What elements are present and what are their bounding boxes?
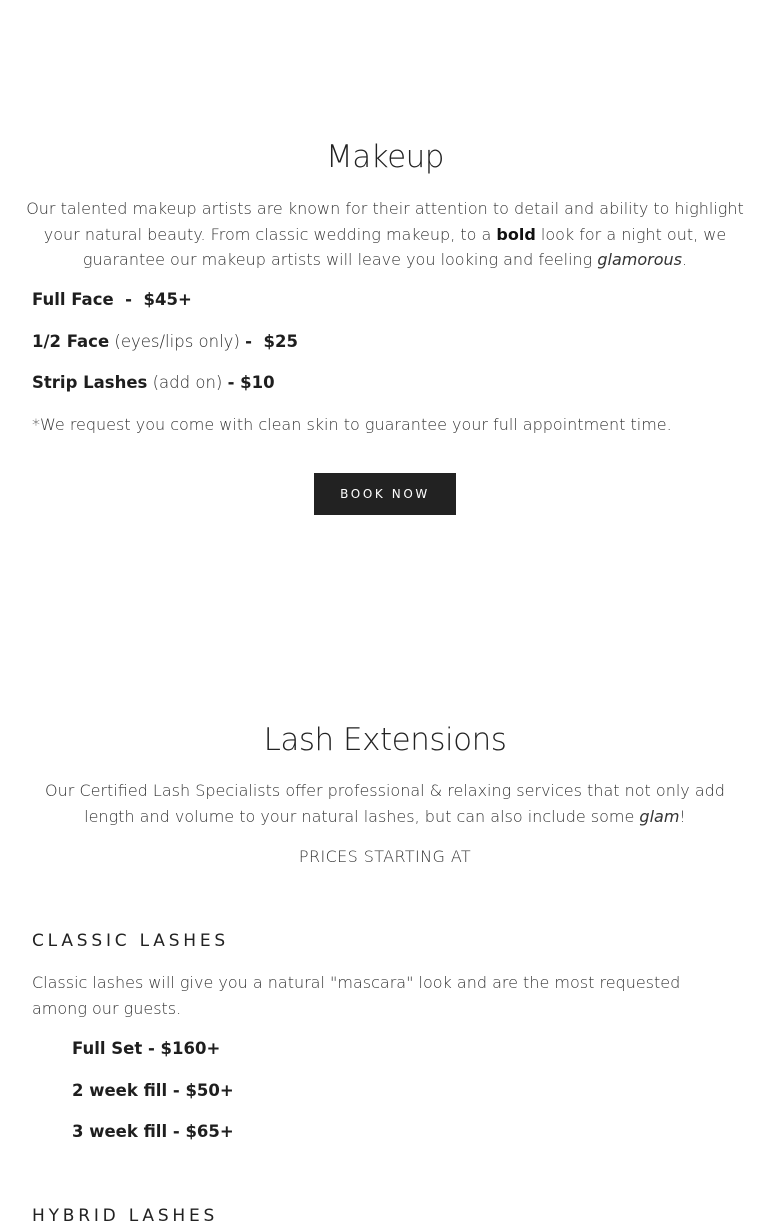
makeup-intro <box>24 196 746 273</box>
makeup-intro-text: Our talented makeup artists are known for their attention to detail and ability to highlight your natural beauty. From classic wedding makeup, to a <box>26 199 744 244</box>
classic-lashes-title: CLASSIC LASHES <box>32 931 230 951</box>
makeup-title: Makeup <box>326 139 444 175</box>
lash-intro-end: ! <box>679 806 686 826</box>
classic-tier-full-set: Full Set - $160+ <box>72 1039 221 1058</box>
lash-intro-italic: glam <box>639 806 680 826</box>
service-name: Strip Lashes <box>32 373 148 392</box>
service-full-face <box>32 290 192 309</box>
service-price: - $45+ <box>113 290 192 309</box>
classic-tier-2-week-fill: 2 week fill - $50+ <box>72 1081 234 1100</box>
service-half-face <box>32 332 298 351</box>
lash-title: Lash Extensions <box>263 722 507 758</box>
makeup-intro-text-2: look for a night out, we guarantee our makeup artists will leave you looking and feeling <box>82 224 727 269</box>
makeup-intro-italic: glamorous <box>597 250 682 269</box>
appointment-note: *We request you come with clean skin to guarantee your full appointment time. <box>32 415 672 434</box>
lash-intro-text: Our Certified Lash Specialists offer professional & relaxing services that not only add length and volume to your natural lashes, but can also include some <box>45 781 725 826</box>
service-strip-lashes <box>32 373 275 392</box>
makeup-intro-end: . <box>681 250 688 269</box>
service-name: Full Face <box>32 290 114 309</box>
prices-starting-label: PRICES STARTING AT <box>298 847 472 866</box>
service-detail: (eyes/lips only) <box>109 332 246 351</box>
service-name: 1/2 Face <box>32 332 110 351</box>
lash-intro <box>34 778 736 829</box>
service-price: - $25 <box>245 332 298 351</box>
classic-tier-3-week-fill: 3 week fill - $65+ <box>72 1122 234 1141</box>
hybrid-lashes-title: HYBRID LASHES <box>32 1206 219 1226</box>
book-now-button[interactable]: BOOK NOW <box>314 473 456 515</box>
service-price: - $10 <box>227 373 275 392</box>
classic-lashes-description: Classic lashes will give you a natural "mascara" look and are the most requested among our guests. <box>32 973 681 1018</box>
makeup-intro-bold: bold <box>496 224 536 244</box>
service-detail: (add on) <box>147 373 228 392</box>
